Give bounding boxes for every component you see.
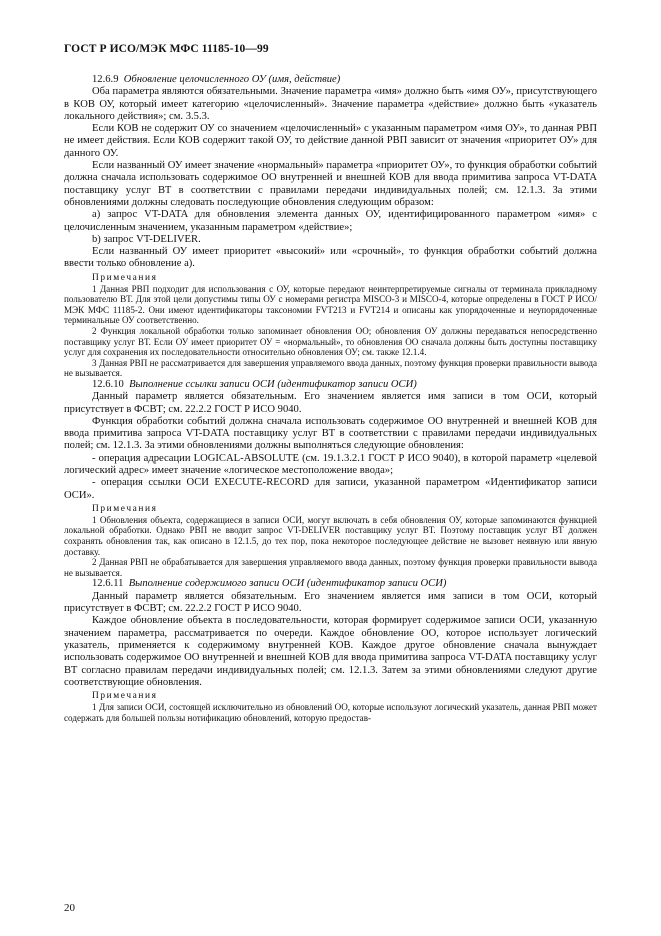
note-3: 3 Данная РВП не рассматривается для завершения управляемого ввода данных, поэтому функция проверки правильности вывода не вызывается. <box>64 357 597 379</box>
list-item-2: - операция ссылки ОСИ EXECUTE-RECORD для записи, указанной параметром «Идентификатор записи ОСИ». <box>64 477 597 501</box>
note-1: 1 Обновления объекта, содержащиеся в записи ОСИ, могут включать в себя обновления ОУ, которые запоминаются функцией локальной обработки. Однако РВП не вводит запрос VT-DELIVER поставщику услуг ВТ. Поэтому поставщик услуг ВТ должен сохранять обновления так, как описано в 12.1.5, до тех пор, пока некоторое последующее действие не вызовет неявную или явную доставку. <box>64 514 597 557</box>
section-title: Выполнение содержимого записи ОСИ (идентификатор записи ОСИ) <box>128 578 447 590</box>
section-number: 12.6.11 <box>92 578 124 590</box>
paragraph: Каждое обновление объекта в последовательности, которая формирует содержимое записи ОСИ, указанную значением параметра, рассматривается по очереди. Каждое обновление ОО, которое использует логический указатель, применяется к содержимому внутренней КОВ. Каждое другое обновление сначала вынуждает использовать содержимое ОО внутренней и внешней КОВ для ввода примитива запроса VT-DATA поставщику услуг ВТ согласно правилам передачи индивидуальных полей; см. 12.1.3. Затем за этими обновлениями следуют другие соответствующие обновления. <box>64 615 597 688</box>
section-heading-12-6-10 <box>64 379 597 391</box>
running-header: ГОСТ Р ИСО/МЭК МФС 11185-10—99 <box>64 43 269 55</box>
paragraph: Если названный ОУ имеет приоритет «высокий» или «срочный», то функция обработки событий должна ввести только обновление а). <box>64 246 597 270</box>
notes-heading: Примечания <box>92 272 158 283</box>
paragraph: Данный параметр является обязательным. Его значением является имя записи в том ОСИ, который присутствует в ФСВТ; см. 22.2.2 ГОСТ Р ИСО 9040. <box>64 590 597 615</box>
page-content <box>64 74 597 723</box>
paragraph: Если названный ОУ имеет значение «нормальный» параметра «приоритет ОУ», то функция обработки событий должна сначала использовать содержимое ОО внутренней и внешней КОВ для ввода примитива запроса VT-DATA поставщику услуг ВТ в соответствии с правилами передачи индивидуальных полей; см. 12.1.3. За этими обновлениями должны следовать последующие обновления следующим образом: <box>64 160 597 208</box>
section-heading-12-6-9 <box>64 74 597 86</box>
section-title: Выполнение ссылки записи ОСИ (идентификатор записи ОСИ) <box>129 379 417 390</box>
note-1: 1 Данная РВП подходит для использования с ОУ, которые передают неинтерпретируемые сигналы от терминала прикладному пользователю ВТ. Для этой цели допустимы типы ОУ с номерами регистра MISCO-3 и MISCO-4, которые определены в ГОСТ Р ИСО/МЭК МФС 11185-2. Они имеют идентификаторы таксономии FVT213 и FVT214 и описаны как упорядоченные и неупорядоченные терминальные ОУ соответственно. <box>64 283 597 326</box>
list-item-a: а) запрос VT-DATA для обновления элемента данных ОУ, идентифицированного параметром «имя» с целочисленным значением, указанным параметром «действие»; <box>64 209 597 233</box>
paragraph: Данный параметр является обязательным. Его значением является имя записи в том ОСИ, который присутствует в ФСВТ; см. 22.2.2 ГОСТ Р ИСО 9040. <box>64 391 597 415</box>
notes-heading: Примечания <box>92 503 158 514</box>
section-number: 12.6.9 <box>92 74 119 85</box>
notes-heading: Примечания <box>92 691 158 702</box>
paragraph: Функция обработки событий должна сначала использовать содержимое ОО внутренней и внешней КОВ для ввода примитива запроса VT-DATA поставщику услуг ВТ в соответствии с правилами передачи индивидуальных полей; см. 12.1.3. За этими обновлениями должны выполняться следующие обновления: <box>64 415 597 452</box>
paragraph: Если КОВ не содержит ОУ со значением «целочисленный» с указанным параметром «имя ОУ», то данная РВП не имеет действия. Если КОВ содержит такой ОУ, то действие данной РВП зависит от значения «приоритет ОУ» для данного ОУ. <box>64 123 597 159</box>
list-item-1: - операция адресации LOGICAL-ABSOLUTE (см. 19.1.3.2.1 ГОСТ Р ИСО 9040), в которой параметр «целевой логический адрес» имеет значение «логическое местоположение ввода»; <box>64 452 597 477</box>
section-title: Обновление целочисленного ОУ (имя, действие) <box>123 74 341 85</box>
page-number: 20 <box>64 902 75 914</box>
note-2: 2 Функция локальной обработки только запоминает обновления ОО; обновления ОУ должны передаваться непосредственно поставщику услуг ВТ. Если ОУ имеет приоритет ОУ = «нормальный», то обновления ОО сначала должны быть доступны поставщику услуг для сохранения их последовательности относительно обновления ОУ; см. также 12.1.4. <box>64 326 597 358</box>
paragraph: Оба параметра являются обязательными. Значение параметра «имя» должно быть «имя ОУ», присутствующего в КОВ ОУ, который имеет категорию «целочисленный». Значение параметра «действие» должно быть «указатель локального действия»; см. 3.5.3. <box>64 86 597 122</box>
note-1: 1 Для записи ОСИ, состоящей исключительно из обновлений ОО, которые используют логический указатель, данная РВП может содержать для большей пользы нотификацию обновлений, которую предостав- <box>64 702 597 723</box>
section-number: 12.6.10 <box>92 379 124 390</box>
list-item-b: b) запрос VT-DELIVER. <box>92 233 201 245</box>
note-2: 2 Данная РВП не обрабатывается для завершения управляемого ввода данных, поэтому функция проверки правильности вывода не вызывается. <box>64 557 597 578</box>
section-heading-12-6-11 <box>64 578 597 590</box>
